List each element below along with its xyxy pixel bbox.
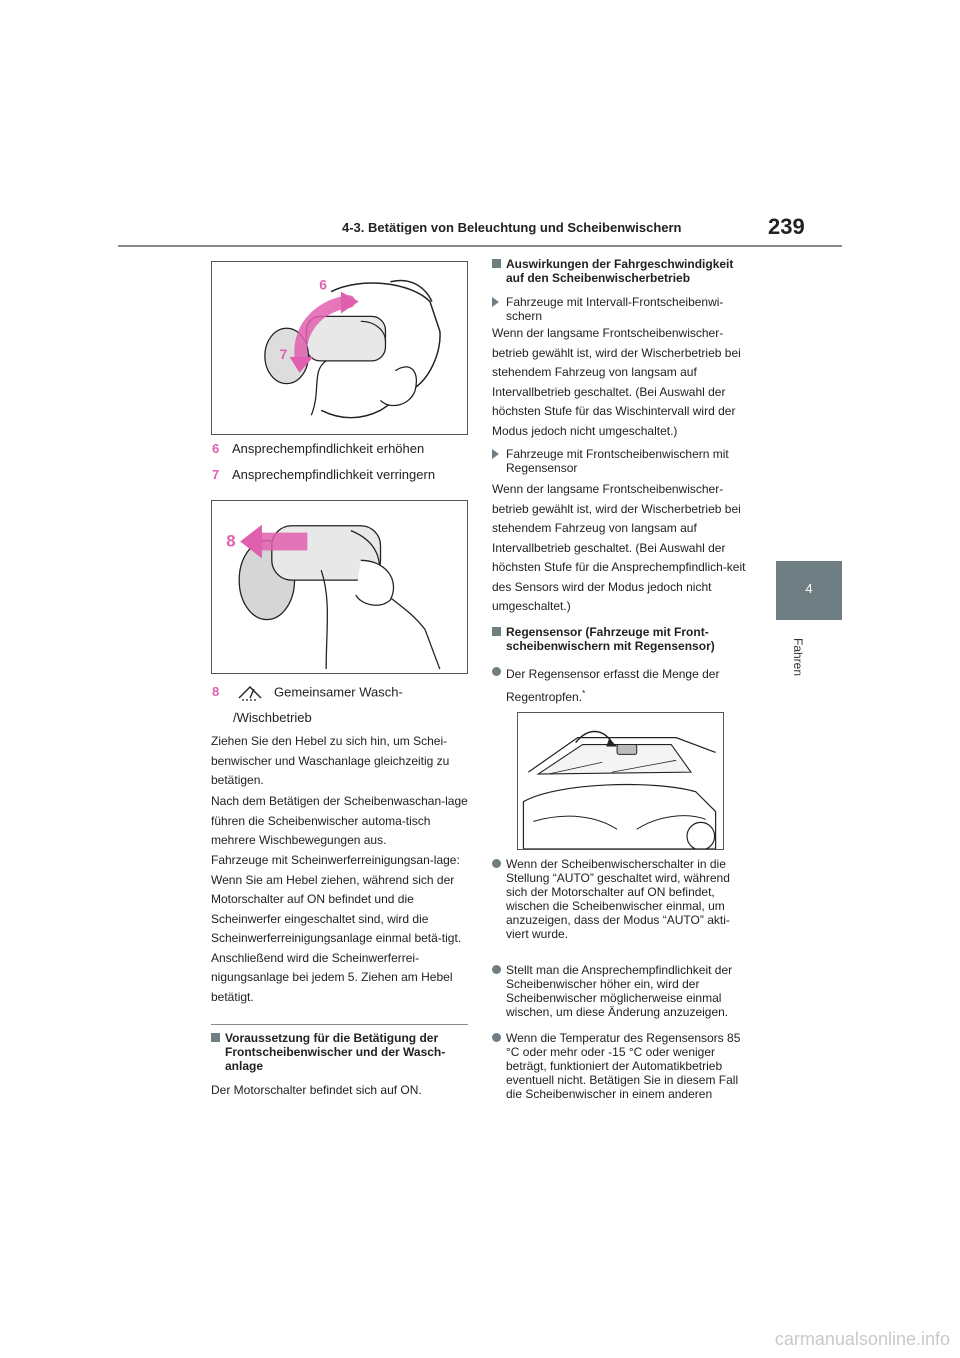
heading-text: Regensensor (Fahrzeuge mit Front-scheibenwischern mit Regensensor) — [506, 625, 715, 653]
hand-lever-illustration — [212, 262, 467, 434]
heading-rain-sensor — [492, 625, 754, 653]
paragraph-headlight-cleaner: Fahrzeuge mit Scheinwerferreinigungsan-lage: Wenn Sie am Hebel ziehen, während sich der Motorschalter auf ON befindet und die Scheinwerfer eingeschaltet sind, wird die Scheinwerferreinigungsanlage einmal betä-tigt. Anschließend wird die Scheinwerferrei-nigungsanlage bei jedem 5. Ziehen am Hebel betätigt. — [211, 853, 462, 1004]
hand-pull-illustration — [212, 501, 467, 673]
paragraph-interval-wipers: Wenn der langsame Frontscheibenwischer-betrieb gewählt ist, wird der Wischerbetrieb bei stehendem Fahrzeug von langsam auf Intervallbetrieb geschaltet. (Bei Auswahl der höchsten Stufe für das Wischintervall wird der Modus jedoch nicht umgeschaltet.) — [492, 326, 741, 438]
chapter-label — [786, 630, 806, 690]
paragraph-pull-lever: Ziehen Sie den Hebel zu sich hin, um Schei-benwischer und Waschanlage gleichzeitig zu betätigen. — [211, 734, 450, 787]
section-divider — [211, 1024, 468, 1025]
paragraph-after-washing: Nach dem Betätigen der Scheibenwaschan-lage führen die Scheibenwischer automa-tisch mehrere Wischbewegungen aus. — [211, 794, 468, 847]
figure-lever-pull — [211, 500, 468, 674]
triangle-bullet-icon — [492, 449, 499, 459]
circle-bullet-icon — [492, 667, 501, 676]
bullet-text: Wenn die Temperatur des Regensensors 85 °C oder mehr oder -15 °C oder weniger beträgt, funktioniert der Automatikbetrieb eventuell nicht. Betätigen Sie in diesem Fall die Scheibenwischer in einem anderen — [506, 1031, 741, 1101]
subheading-rain-sensor-wipers — [492, 447, 742, 475]
bullet-text: Stellt man die Ansprechempfindlichkeit der Scheibenwischer höher ein, wird der Scheibenwischer möglicherweise einmal wischen, um diese Änderung anzuzeigen. — [506, 963, 733, 1019]
list-item-7 — [212, 467, 435, 482]
circle-bullet-icon — [492, 965, 501, 974]
bullet-text: Wenn der Scheibenwischerschalter in die Stellung “AUTO” geschaltet wird, während sich der Motorschalter auf ON befindet, wischen die Scheibenwischer einmal, um anzuzeigen, dass der Modus “AUTO” akti-viert wurde. — [506, 857, 730, 941]
heading-text: Auswirkungen der Fahrgeschwindigkeit auf den Scheibenwischerbetrieb — [506, 257, 734, 285]
chapter-tab-number: 4 — [805, 581, 813, 596]
item-text: Gemeinsamer Wasch- — [274, 684, 403, 700]
figure-lever-rotate — [211, 261, 468, 435]
bullet-sensitivity-change — [492, 963, 750, 1019]
circle-bullet-icon — [492, 1033, 501, 1042]
chapter-tab[interactable] — [776, 561, 842, 620]
heading-text: Voraussetzung für die Betätigung der Frontscheibenwischer und der Wasch-anlage — [225, 1031, 446, 1073]
circle-bullet-icon — [492, 859, 501, 868]
item-text: Ansprechempfindlichkeit verringern — [232, 467, 436, 482]
list-item-8 — [212, 684, 403, 702]
item-number: 6 — [212, 441, 220, 456]
subheading-interval-wipers — [492, 295, 742, 323]
list-item-6 — [212, 441, 424, 456]
item-text: Ansprechempfindlichkeit erhöhen — [232, 441, 425, 456]
figure-rain-sensor-car — [517, 712, 724, 850]
footnote-marker: * — [582, 689, 586, 698]
page-number: 239 — [768, 214, 805, 239]
square-bullet-icon — [492, 627, 501, 636]
paragraph-engine-on: Der Motorschalter befindet sich auf ON. — [211, 1083, 422, 1097]
heading-speed-effects — [492, 257, 754, 285]
watermark: carmanualsonline.info — [774, 1329, 950, 1349]
section-title: 4-3. Betätigen von Beleuchtung und Scheibenwischern — [342, 220, 682, 235]
triangle-bullet-icon — [492, 297, 499, 307]
chapter-label-text: Fahren — [791, 637, 805, 677]
paragraph-rain-sensor-wipers: Wenn der langsame Frontscheibenwischer-betrieb gewählt ist, wird der Wischerbetrieb bei stehendem Fahrzeug von langsam auf Intervallbetrieb geschaltet. (Bei Auswahl der höchsten Stufe für die Ansprechempfindlich-keit des Sensors wird der Modus jedoch nicht umgeschaltet.) — [492, 482, 746, 613]
bullet-text: Der Regensensor erfasst die Menge der Regentropfen. — [506, 667, 720, 704]
square-bullet-icon — [211, 1033, 220, 1042]
fig2-label-8: 8 — [226, 531, 236, 551]
item-number: 7 — [212, 467, 220, 482]
item-number: 8 — [212, 684, 220, 700]
bullet-temperature — [492, 1031, 750, 1101]
fig1-label-7: 7 — [279, 345, 288, 362]
fig1-label-6: 6 — [319, 276, 327, 293]
heading-prerequisite — [211, 1031, 471, 1073]
subheading-text: Fahrzeuge mit Frontscheibenwischern mit Regensensor — [506, 447, 729, 475]
wash-wipe-icon — [236, 684, 264, 702]
list-item-8-continued: /Wischbetrieb — [233, 710, 312, 725]
car-windshield-illustration — [518, 713, 723, 849]
subheading-text: Fahrzeuge mit Intervall-Frontscheibenwi-schern — [506, 295, 724, 323]
bullet-auto-mode — [492, 857, 750, 941]
header-divider — [118, 245, 842, 247]
square-bullet-icon — [492, 259, 501, 268]
bullet-rain-sensor-detects — [492, 665, 750, 707]
